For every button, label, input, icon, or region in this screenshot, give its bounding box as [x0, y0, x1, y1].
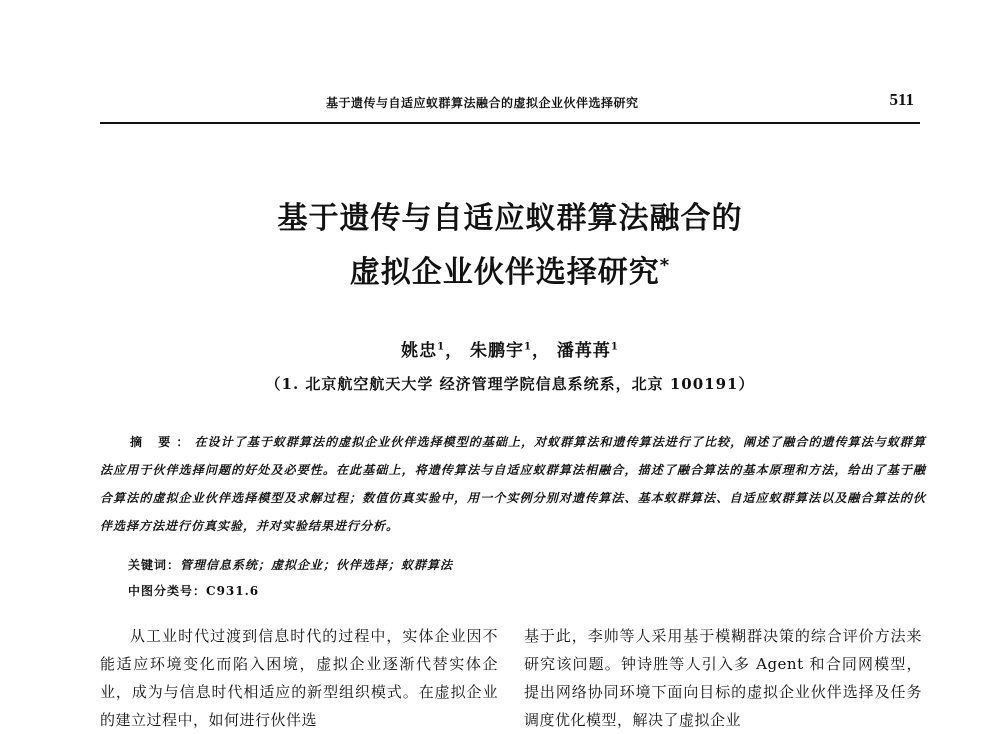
keywords-label: 关键词： — [128, 558, 181, 572]
author-affiliation-mark: 1 — [610, 341, 619, 353]
body-left-column: 从工业时代过渡到信息时代的过程中，实体企业因不能适应环境变化而陷入困境，虚拟企业逐渐代替实体企业，成为与信息时代相适应的新型组织模式。在虚拟企业的建立过程中，如何进行伙伴选 — [100, 627, 498, 729]
classification-label: 中图分类号： — [128, 584, 207, 598]
running-title: 基于遗传与自适应蚁群算法融合的虚拟企业伙伴选择研究 — [326, 96, 639, 110]
title-line-1: 基于遗传与自适应蚁群算法融合的 — [277, 201, 743, 236]
author-affiliation-mark: 1 — [524, 341, 532, 353]
author-separator: ， — [531, 341, 550, 361]
abstract-label: 摘 要： — [130, 435, 195, 449]
author-name: 姚忠 — [401, 341, 438, 361]
classification — [128, 582, 908, 599]
abstract — [100, 428, 926, 540]
author-affiliation-mark: 1 — [437, 341, 446, 353]
affiliation: （1. 北京航空航天大学 经济管理学院信息系统系，北京 100191） — [265, 375, 755, 393]
author-separator: ， — [445, 341, 464, 361]
author-name: 潘苒苒 — [556, 341, 611, 361]
classification-number: C931.6 — [206, 584, 260, 598]
author-name: 朱鹏宇 — [470, 341, 525, 361]
title-line-2: 虚拟企业伙伴选择研究 — [349, 255, 660, 290]
article-title — [100, 195, 920, 296]
abstract-text: 在设计了基于蚁群算法的虚拟企业伙伴选择模型的基础上，对蚁群算法和遗传算法进行了比较，阐述了融合的遗传算法与蚁群算法应用于伙伴选择问题的好处及必要性。在此基础上，将遗传算法与自适应蚁群算法相融合，描述了融合算法的基本原理和方法，给出了基于融合算法的虚拟企业伙伴选择模型及求解过程；数值仿真实验中，用一个实例分别对遗传算法、基本蚁群算法、自适应蚁群算法以及融合算法的伙伴选择方法进行仿真实验，并对实验结果进行分析。 — [100, 435, 926, 533]
header-rule — [100, 122, 920, 124]
keywords-text: 管理信息系统；虚拟企业；伙伴选择；蚁群算法 — [180, 558, 454, 572]
page-number: 511 — [889, 90, 914, 109]
keywords — [128, 556, 908, 573]
running-head — [100, 90, 920, 116]
body-right-column: 基于此，李帅等人采用基于模糊群决策的综合评价方法来研究该问题。钟诗胜等人引入多 Agent 和合同网模型，提出网络协同环境下面向目标的虚拟企业伙伴选择及任务调度优化模型，解决了虚拟企业 — [524, 627, 922, 729]
author-list — [100, 336, 920, 361]
title-line-2-wrap — [100, 242, 920, 296]
title-footnote-mark: * — [659, 255, 671, 276]
